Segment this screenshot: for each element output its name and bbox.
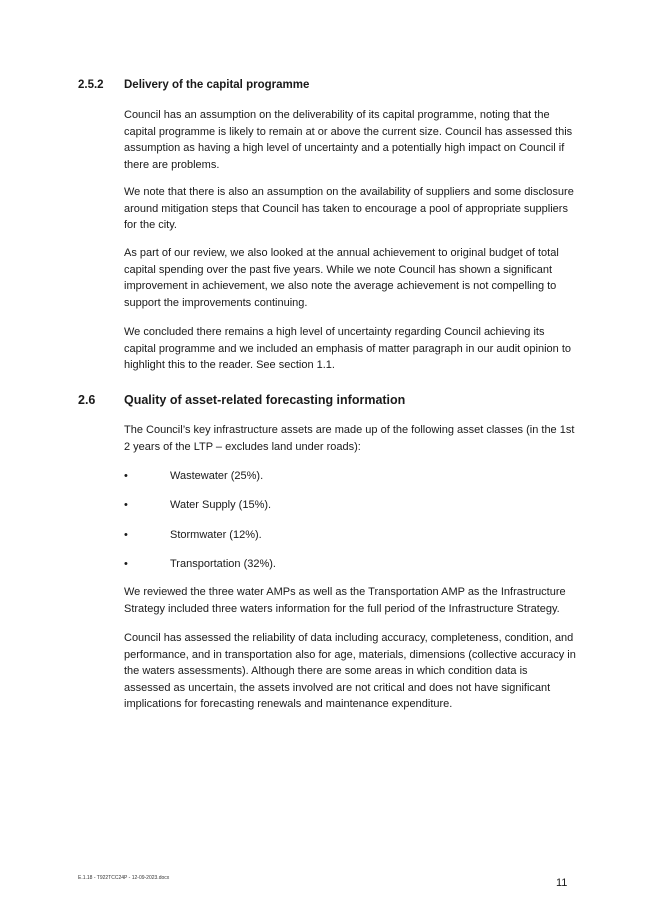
paragraph: We reviewed the three water AMPs as well as the Transportation AMP as the Infrastructure Strategy included three waters information for the full period of the Infrastructure Strategy. xyxy=(124,586,566,615)
bullet-icon: • xyxy=(124,470,128,482)
paragraph: We concluded there remains a high level of uncertainty regarding Council achieving its capital programme and we included an emphasis of matter paragraph in our audit opinion to highlight this to the reader. See section 1.1. xyxy=(124,326,571,371)
page-number: 11 xyxy=(556,877,568,889)
list-item-text: Wastewater (25%). xyxy=(170,470,264,482)
paragraph: As part of our review, we also looked at the annual achievement to original budget of total capital spending over the past five years. While we note Council has shown a significant improvement in achievement, we also note the average achievement is not compelling to support the improvements continuing. xyxy=(124,247,559,309)
section-title: Quality of asset-related forecasting information xyxy=(124,393,406,407)
section-number: 2.5.2 xyxy=(78,79,104,91)
section-title: Delivery of the capital programme xyxy=(124,79,310,91)
list-item-text: Water Supply (15%). xyxy=(170,499,272,511)
section-number: 2.6 xyxy=(78,393,96,407)
bullet-icon: • xyxy=(124,558,128,570)
bullet-icon: • xyxy=(124,529,128,541)
footer-doc-reference: E.1.18 - T922TCC24P - 12-09-2023.docx xyxy=(78,875,170,881)
paragraph: Council has an assumption on the deliverability of its capital programme, noting that the capital programme is likely to remain at or above the current size. Council has assessed this assumption as having a high level of uncertainty and a potentially high impact on Council if there are problems. xyxy=(124,109,573,171)
paragraph: The Council’s key infrastructure assets are made up of the following asset classes (in the 1st 2 years of the LTP – excludes land under roads): xyxy=(124,424,575,453)
paragraph: Council has assessed the reliability of data including accuracy, completeness, condition, and performance, and in transportation also for age, materials, dimensions (collective accuracy in the waters assessments). Although there are some areas in which condition data is assessed as uncertain, the assets involved are not critical and does not have significant implications for forecasting renewals and maintenance expenditure. xyxy=(124,632,576,710)
paragraph: We note that there is also an assumption on the availability of suppliers and some disclosure around mitigation steps that Council has taken to encourage a pool of appropriate suppliers for the city. xyxy=(124,186,574,231)
list-item-text: Stormwater (12%). xyxy=(170,529,262,541)
list-item-text: Transportation (32%). xyxy=(170,558,276,570)
bullet-icon: • xyxy=(124,499,128,511)
